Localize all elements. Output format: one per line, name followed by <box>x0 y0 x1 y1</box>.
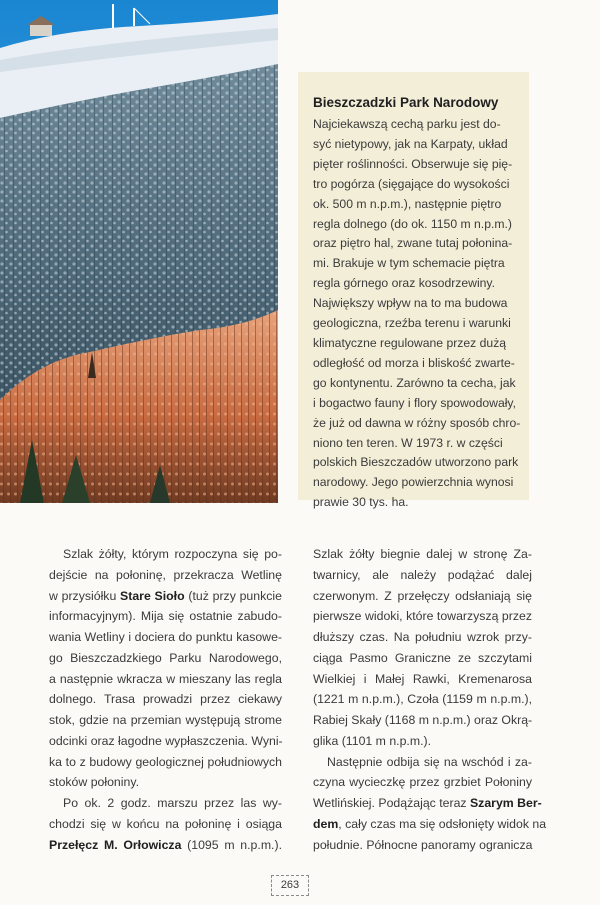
text-line: Szlak żółty, którym rozpoczyna się po- <box>63 547 282 561</box>
text-line: a następnie wkracza w mieszany las regla <box>49 671 282 686</box>
info-box-line: że już od dawna w różny sposób chro- <box>313 415 521 430</box>
info-box-line: odległość od morza i bliskość zwarte- <box>313 355 515 370</box>
info-box-line: pięter roślinności. Obserwuje się pię- <box>313 156 513 171</box>
text-line: czerwonym. Z przełęczy odsłaniają się <box>313 588 532 603</box>
info-box-line: regla dolnego (do ok. 1150 m n.p.m.) <box>313 216 512 231</box>
text-line: Po ok. 2 godz. marszu przez las wy- <box>63 796 282 810</box>
info-box-line: i bogactwo fauny i flory spowodowały, <box>313 395 517 410</box>
text-line: Rabiej Skały (1168 m n.p.m.) oraz Okrą- <box>313 713 533 727</box>
page-number: 263 <box>271 875 309 896</box>
place-name-przelecz: Przełęcz M. Orłowicza <box>49 837 182 852</box>
info-box-line: mi. Brakuje w tym schemacie piętra <box>313 256 505 271</box>
text-line: informacyjnym). Mija się ostatnie zabudo- <box>49 609 282 624</box>
info-box-line: narodowy. Jego powierzchnia wynosi <box>313 475 514 490</box>
text-line: wania Wetliny i dociera do punktu kasowe- <box>49 630 282 644</box>
info-box-line: syć nietypowy, jak na Karpaty, układ <box>313 136 508 151</box>
info-box-line: Największy wpływ na to ma budowa <box>313 296 508 311</box>
text-line: dejście na połoninę, przekracza Wetlinę <box>49 567 282 582</box>
text-line: odcinki oraz łagodne wypłaszczenia. Wyni- <box>49 733 283 748</box>
text-line: (1221 m n.p.m.), Czoła (1159 m n.p.m.), <box>313 692 532 707</box>
info-box-national-park <box>298 72 529 510</box>
text-line: ka to z budowy geologicznej południowych <box>49 754 282 769</box>
text-line: Przełęcz M. Orłowicza (1095 m n.p.m.). <box>49 837 282 852</box>
text-line: w przysiółku Stare Sioło (tuż przy punkcie <box>49 588 282 603</box>
text-line: go Bieszczadzkiego Parku Narodowego, <box>49 650 282 665</box>
info-box-line: geologiczna, rzeźba terenu i warunki <box>313 316 511 331</box>
text-line: twarnicy, ale należy podążać dalej <box>313 567 532 582</box>
mountain-hut <box>30 24 52 36</box>
left-column <box>49 544 282 855</box>
text-line: Wielkiej i Małej Rawki, Kremenarosa <box>313 671 532 686</box>
landscape-photo <box>0 0 278 503</box>
info-box-line: prawie 30 tys. ha. <box>313 495 409 510</box>
text-line: dem, cały czas ma się odsłonięty widok na <box>313 816 547 831</box>
winter-forest-illustration <box>0 0 278 503</box>
text-line: dolnego. Trasa prowadzi przez ciekawy <box>49 692 282 707</box>
text-line: czyna wycieczkę przez grzbiet Połoniny <box>313 775 532 790</box>
place-name-stare-siolo: Stare Sioło <box>120 588 185 603</box>
text-line: Następnie odbija się na wschód i za- <box>327 754 532 769</box>
text-line: glika (1101 m n.p.m.). <box>313 733 432 748</box>
info-box-title: Bieszczadzki Park Narodowy <box>313 95 499 110</box>
info-box-line: ok. 500 m n.p.m.), następnie piętro <box>313 196 502 211</box>
text-line: stoków połoniny. <box>49 775 139 790</box>
info-box-line: polskich Bieszczadów utworzono park <box>313 455 519 470</box>
text-line: chodzi się w końcu na połoninę i osiąga <box>49 816 282 831</box>
info-box-line: klimatyczne regulowane przez dużą <box>313 335 507 350</box>
text-line: Szlak żółty biegnie dalej w stronę Za- <box>313 547 532 561</box>
text-line: stok, gdzie na przemian występują strome <box>49 713 282 727</box>
info-box-line: regla górnego oraz kosodrzewiny. <box>313 276 496 291</box>
place-name-szary-berd-cont: dem <box>313 816 339 831</box>
text-line: ciąga Pasmo Graniczne ze szczytami <box>313 650 532 665</box>
info-box-line: go kontynentu. Zarówno ta cecha, jak <box>313 375 516 390</box>
text-line: dłuższy czas. Na południu wzrok przy- <box>313 630 532 644</box>
info-box-line: Najciekawszą cechą parku jest do- <box>313 117 501 131</box>
place-name-szary-berd: Szarym Ber- <box>469 796 542 810</box>
text-line: południe. Północne panoramy ogranicza <box>313 837 533 852</box>
info-box-line: tro pogórza (sięgające do wysokości <box>313 176 510 191</box>
text-line: pierwsze widoki, które towarzyszą przez <box>313 609 532 624</box>
right-column <box>313 544 547 855</box>
info-box-line: oraz piętro hal, zwane tutaj połonina- <box>313 236 513 251</box>
text-line: Wetlińskiej. Podążając teraz Szarym Ber- <box>313 796 542 810</box>
antenna <box>112 4 114 28</box>
info-box-line: niono ten teren. W 1973 r. w części <box>313 435 503 450</box>
